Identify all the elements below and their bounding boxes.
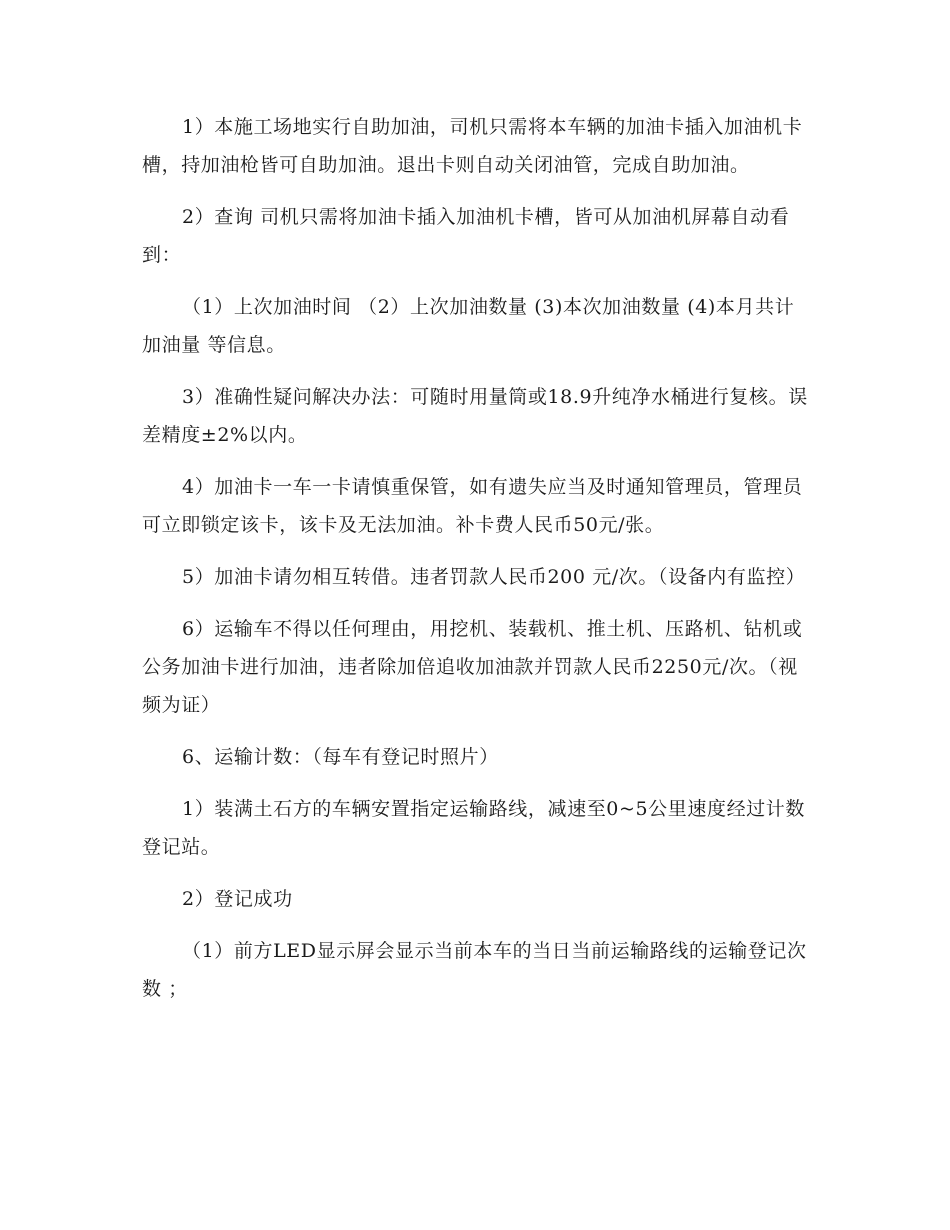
document-body (142, 108, 810, 1022)
paragraph-no-misuse: 6）运输车不得以任何理由，用挖机、装载机、推土机、压路机、钻机或公务加油卡进行加油，违者除加倍追收加油款并罚款人民币2250元/次。（视频为证） (142, 618, 803, 716)
section-heading-transport-count: 6、运输计数：（每车有登记时照片） (182, 746, 499, 768)
paragraph-card-safekeeping: 4）加油卡一车一卡请慎重保管，如有遗失应当及时通知管理员，管理员可立即锁定该卡，该卡及无法加油。补卡费人民币50元/张。 (142, 476, 803, 536)
paragraph-register-success: 2）登记成功 (182, 888, 293, 910)
paragraph-no-lending: 5）加油卡请勿相互转借。违者罚款人民币200 元/次。（设备内有监控） (182, 566, 806, 588)
paragraph-query: 2）查询 司机只需将加油卡插入加油机卡槽，皆可从加油机屏幕自动看到： (142, 206, 790, 266)
paragraph-accuracy: 3）准确性疑问解决办法：可随时用量筒或18.9升纯净水桶进行复核。误差精度±2%以内。 (142, 386, 808, 446)
paragraph-route: 1）装满土石方的车辆安置指定运输路线，减速至0~5公里速度经过计数登记站。 (142, 798, 805, 858)
paragraph-query-items: （1）上次加油时间 （2）上次加油数量 (3)本次加油数量 (4)本月共计加油量 等信息。 (142, 296, 795, 356)
paragraph-self-refuel: 1）本施工场地实行自助加油，司机只需将本车辆的加油卡插入加油机卡槽，持加油枪皆可自助加油。退出卡则自动关闭油管，完成自助加油。 (142, 116, 803, 176)
paragraph-led-display: （1）前方LED显示屏会显示当前本车的当日当前运输路线的运输登记次数 ； (142, 940, 807, 1000)
